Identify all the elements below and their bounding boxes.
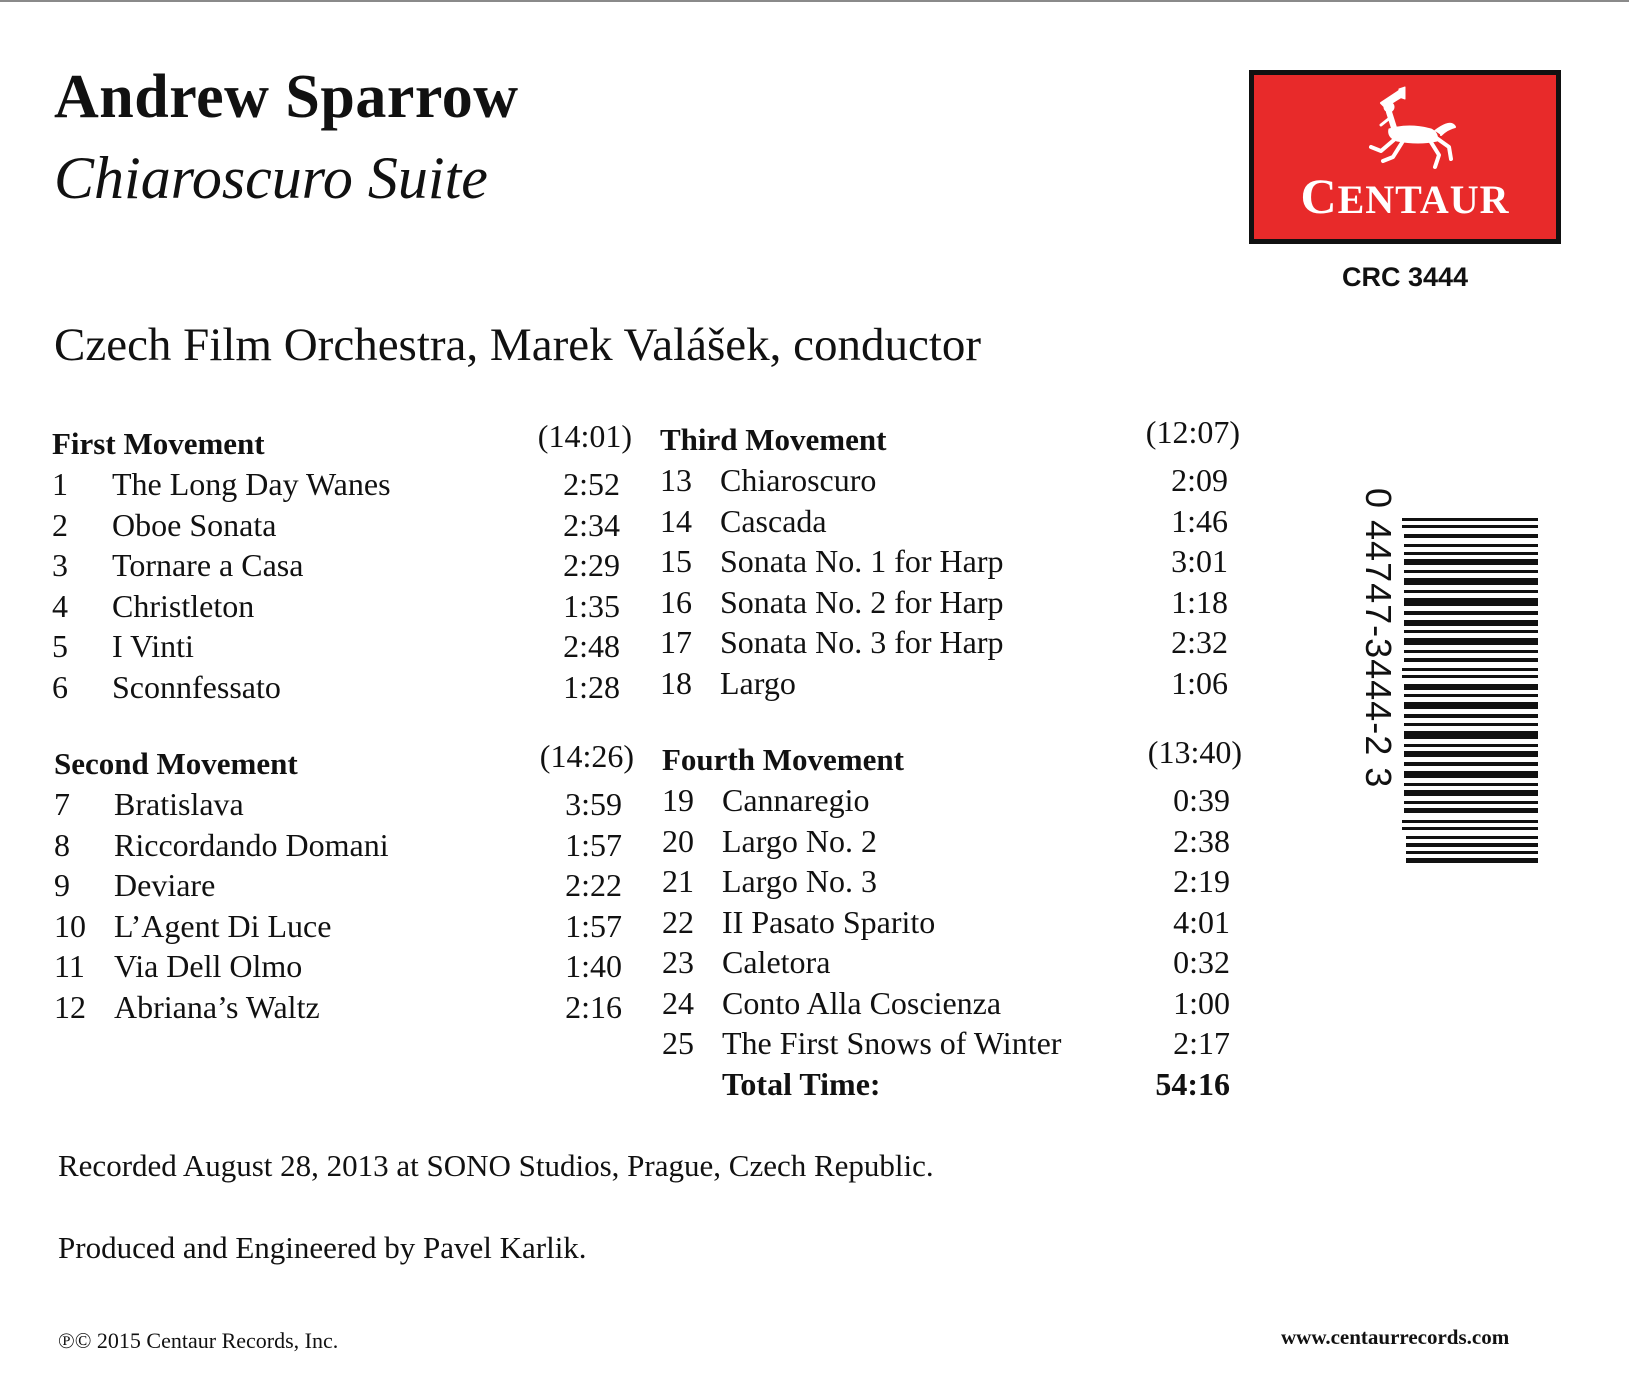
track-time: 2:16 [565, 988, 622, 1025]
track-title: Oboe Sonata [112, 506, 277, 543]
track-title: Cannaregio [722, 782, 870, 818]
movement-header [54, 738, 634, 786]
track-row [52, 507, 632, 548]
website-url[interactable]: www.centaurrecords.com [1281, 1325, 1510, 1349]
producer-info: Produced and Engineered by Pavel Karlik. [58, 1230, 587, 1265]
track-row [54, 786, 634, 827]
centaur-archer-icon [1359, 85, 1459, 173]
track-row [52, 628, 632, 669]
track-time: 1:00 [1173, 984, 1230, 1021]
track-title: Cascada [720, 502, 827, 539]
track-time: 2:29 [563, 547, 620, 583]
track-row [662, 944, 1242, 985]
catalog-number: CRC 3444 [1341, 262, 1469, 292]
track-number: 16 [660, 583, 692, 620]
movement-duration: (12:07) [1145, 414, 1240, 450]
track-number: 10 [54, 907, 86, 944]
track-title: Sconnfessato [112, 668, 281, 705]
track-row [660, 462, 1240, 503]
track-title: I Vinti [112, 628, 194, 664]
copyright-notice: ℗© 2015 Centaur Records, Inc. [58, 1328, 339, 1353]
track-number: 4 [52, 587, 68, 624]
track-title: Chiaroscuro [720, 462, 877, 498]
track-row [54, 867, 634, 908]
track-time: 1:35 [563, 587, 620, 624]
track-time: 2:17 [1173, 1025, 1230, 1061]
track-title: Largo No. 3 [722, 863, 877, 899]
track-title: Riccordando Domani [114, 826, 389, 863]
track-number: 15 [660, 543, 692, 579]
track-row [660, 624, 1240, 665]
track-row [662, 1025, 1242, 1066]
track-row [54, 989, 634, 1030]
movement-duration: (14:01) [537, 418, 632, 454]
track-row [662, 985, 1242, 1026]
track-time: 3:59 [565, 786, 622, 822]
track-number: 2 [52, 506, 68, 543]
track-time: 2:19 [1173, 863, 1230, 899]
track-time: 0:32 [1173, 944, 1230, 980]
track-row [52, 669, 632, 710]
track-title: Via Dell Olmo [114, 948, 303, 984]
track-row [52, 466, 632, 507]
track-title: Christleton [112, 587, 255, 624]
track-time: 3:01 [1171, 543, 1228, 579]
track-title: Deviare [114, 867, 216, 903]
track-time: 1:06 [1171, 664, 1228, 701]
album-title: Chiaroscuro Suite [54, 145, 488, 211]
track-title: Tornare a Casa [112, 547, 304, 583]
track-number: 25 [662, 1025, 694, 1061]
track-title: Sonata No. 1 for Harp [720, 543, 1004, 579]
track-title: Caletora [722, 944, 831, 980]
movement-header [52, 418, 632, 466]
barcode-bars [1402, 518, 1542, 878]
movement-duration: (14:26) [539, 738, 634, 774]
track-number: 3 [52, 547, 68, 583]
barcode [1352, 488, 1542, 908]
recording-info: Recorded August 28, 2013 at SONO Studios, Prague, Czech Republic. [58, 1148, 934, 1183]
track-number: 8 [54, 826, 70, 863]
track-time: 2:22 [565, 867, 622, 903]
movement-3 [660, 414, 1240, 705]
track-title: Abriana’s Waltz [114, 988, 320, 1025]
track-time: 1:40 [565, 948, 622, 984]
performers-line: Czech Film Orchestra, Marek Valášek, conductor [54, 319, 982, 371]
track-time: 1:46 [1171, 502, 1228, 539]
track-time: 2:48 [563, 628, 620, 664]
movement-name: Third Movement [660, 422, 887, 457]
track-title: Sonata No. 3 for Harp [720, 624, 1004, 660]
track-time: 4:01 [1173, 903, 1230, 940]
top-border [0, 0, 1629, 2]
movement-4 [662, 734, 1242, 1108]
track-number: 18 [660, 664, 692, 701]
track-number: 6 [52, 668, 68, 705]
track-number: 9 [54, 867, 70, 903]
track-title: Largo [720, 664, 796, 701]
track-time: 0:39 [1173, 782, 1230, 818]
track-number: 5 [52, 628, 68, 664]
track-time: 2:09 [1171, 462, 1228, 498]
track-title: Bratislava [114, 786, 244, 822]
track-row [660, 543, 1240, 584]
track-number: 20 [662, 822, 694, 859]
track-time: 1:57 [565, 826, 622, 863]
track-time: 1:18 [1171, 583, 1228, 620]
track-row [660, 665, 1240, 706]
track-number: 14 [660, 502, 692, 539]
movement-2 [54, 738, 634, 1029]
track-time: 2:32 [1171, 624, 1228, 660]
movement-duration: (13:40) [1147, 734, 1242, 770]
track-number: 1 [52, 466, 68, 502]
track-title: Sonata No. 2 for Harp [720, 583, 1004, 620]
track-title: Largo No. 2 [722, 822, 877, 859]
total-time-value: 54:16 [1155, 1065, 1230, 1102]
track-time: 2:34 [563, 506, 620, 543]
track-number: 12 [54, 988, 86, 1025]
total-time-row [662, 1066, 1242, 1108]
centaur-logo [1249, 70, 1561, 244]
artist-name: Andrew Sparrow [54, 63, 519, 131]
track-number: 24 [662, 984, 694, 1021]
movement-1 [52, 418, 632, 709]
movement-name: Second Movement [54, 746, 298, 781]
track-number: 19 [662, 782, 694, 818]
track-row [52, 588, 632, 629]
track-title: L’Agent Di Luce [114, 907, 332, 944]
movement-name: First Movement [52, 426, 265, 461]
track-number: 11 [54, 948, 85, 984]
track-number: 23 [662, 944, 694, 980]
movement-header [662, 734, 1242, 782]
total-time-label: Total Time: [722, 1065, 881, 1102]
track-time: 1:28 [563, 668, 620, 705]
track-row [54, 908, 634, 949]
logo-wordmark: CENTAUR [1300, 168, 1510, 224]
movement-header [660, 414, 1240, 462]
track-title: II Pasato Sparito [722, 903, 936, 940]
track-row [662, 904, 1242, 945]
track-number: 7 [54, 786, 70, 822]
track-number: 13 [660, 462, 692, 498]
track-time: 2:38 [1173, 822, 1230, 859]
track-number: 22 [662, 903, 694, 940]
track-row [660, 503, 1240, 544]
track-row [662, 823, 1242, 864]
track-row [662, 782, 1242, 823]
track-row [662, 863, 1242, 904]
barcode-digits: 0 44747-3444-2 3 [1358, 488, 1399, 789]
track-time: 1:57 [565, 907, 622, 944]
track-time: 2:52 [563, 466, 620, 502]
track-title: Conto Alla Coscienza [722, 984, 1002, 1021]
track-row [54, 827, 634, 868]
movement-name: Fourth Movement [662, 742, 904, 777]
track-title: The First Snows of Winter [722, 1025, 1062, 1061]
track-row [660, 584, 1240, 625]
track-number: 17 [660, 624, 692, 660]
track-row [52, 547, 632, 588]
track-row [54, 948, 634, 989]
track-title: The Long Day Wanes [112, 466, 391, 502]
track-number: 21 [662, 863, 694, 899]
